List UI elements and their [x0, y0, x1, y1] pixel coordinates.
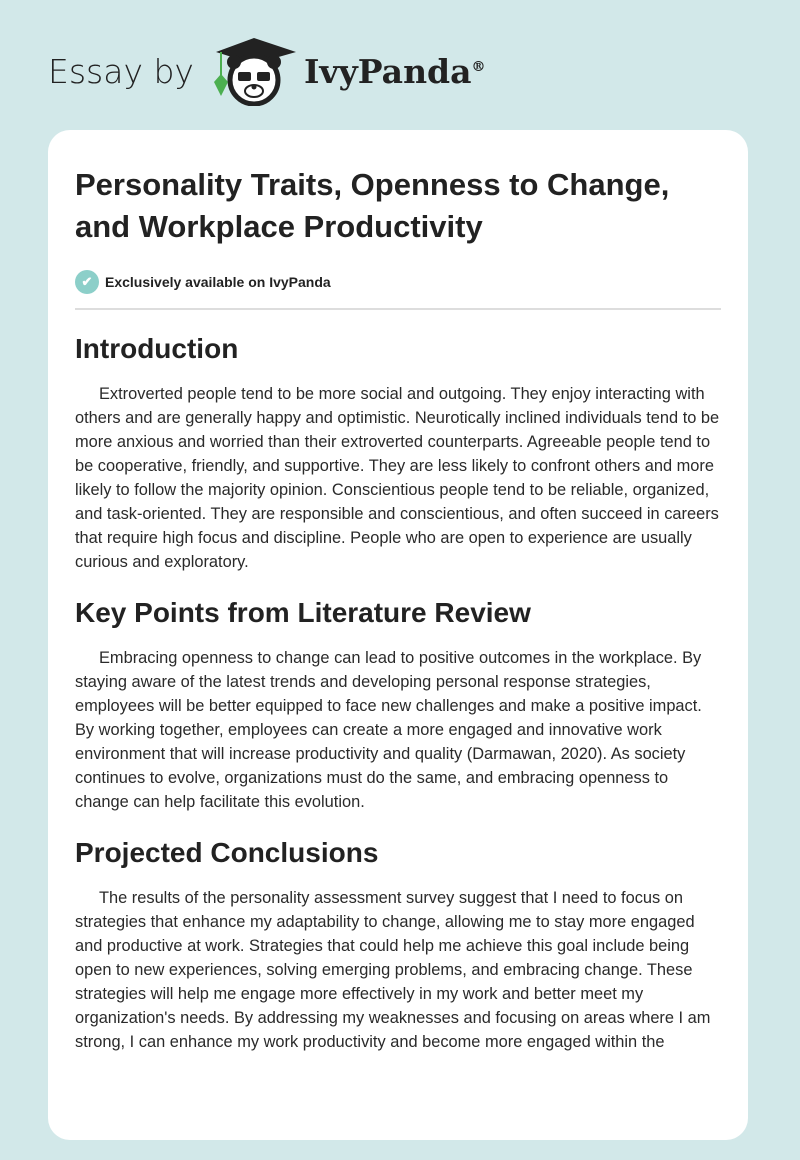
section-paragraph: Extroverted people tend to be more social and outgoing. They enjoy interacting with others and are generally happy and optimistic. Neurotically inclined individuals tend to be more anxious and worried than their extroverted counterparts. Agreeable people tend to be cooperative, friendly, and supportive. They are less likely to confront others and more likely to follow the majority opinion. Conscientious people tend to be reliable, organized, and task-oriented. They are responsible and conscientious, and often succeed in careers that require high focus and discipline. People who are open to experience are usually curious and exploratory.	[75, 385, 720, 571]
site-header	[48, 36, 486, 106]
panda-logo-icon[interactable]	[212, 36, 296, 106]
section-heading-introduction: Introduction	[75, 333, 239, 364]
essay-title: Personality Traits, Openness to Change, and Workplace Productivity	[75, 167, 670, 244]
section-paragraph: The results of the personality assessment survey suggest that I need to focus on strategies that enhance my adaptability to change, allowing me to stay more engaged and productive at work. Strategies that could help me achieve this goal include being open to new experiences, solving emerging problems, and embracing change. These strategies will help me engage more effectively in my work and better meet my organization's needs. By addressing my weaknesses and focusing on areas where I am strong, I can enhance my work productivity and become more engaged within the	[75, 889, 711, 1051]
section-paragraph: Embracing openness to change can lead to positive outcomes in the workplace. By staying aware of the latest trends and developing personal response strategies, employees will be better equipped to face new challenges and make a positive impact. By working together, employees can create a more engaged and innovative work environment that will increase productivity and quality (Darmawan, 2020). As society continues to evolve, organizations must do the same, and embracing openness to change can help facilitate this evolution.	[75, 649, 702, 811]
check-icon: ✔	[75, 270, 99, 294]
brand-name[interactable]	[304, 52, 486, 91]
exclusive-badge	[75, 270, 721, 310]
essay-by-label: Essay by	[48, 51, 194, 91]
essay-card	[48, 130, 748, 1140]
section-heading-conclusions: Projected Conclusions	[75, 837, 379, 868]
registered-mark: ®	[471, 58, 486, 75]
brand-text: IvyPanda	[303, 51, 472, 91]
section-heading-literature-review: Key Points from Literature Review	[75, 597, 531, 628]
exclusive-label: Exclusively available on IvyPanda	[105, 274, 331, 290]
